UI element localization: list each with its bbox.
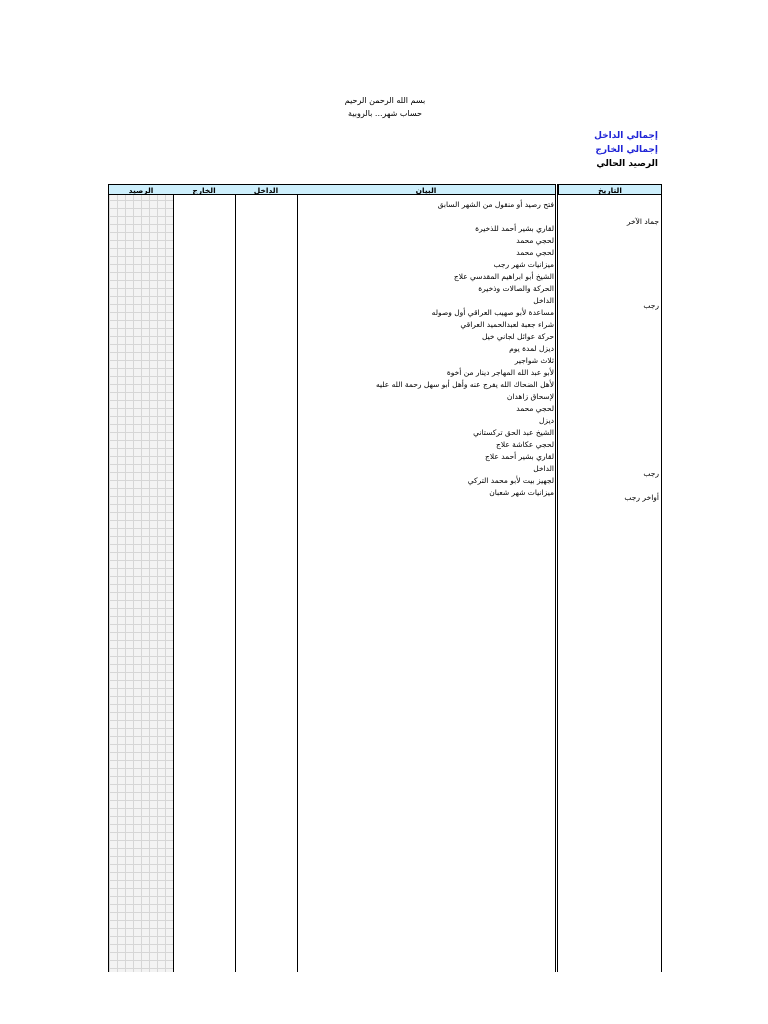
table-row — [109, 223, 661, 235]
row-date: جماد الآخر — [626, 217, 659, 226]
table-row — [109, 343, 661, 355]
table-row — [109, 475, 661, 487]
row-date: أواخر رجب — [624, 493, 659, 502]
total-in-label: إجمالي الداخل — [594, 131, 658, 141]
row-description: ميزانيات شهر رجب — [493, 260, 554, 269]
table-row — [109, 283, 661, 295]
table-row — [109, 211, 661, 226]
row-description: مساعدة لأبو صهيب العراقي أول وصوله — [431, 308, 554, 317]
row-description: لإسحاق زاهدان — [506, 392, 554, 401]
row-description: لأهل الضحاك الله يفرج عنه وأهل أبو سهل رحمة الله عليه — [376, 380, 554, 389]
table-row — [109, 379, 661, 391]
table-row — [109, 427, 661, 439]
row-description: ديزل لمدة يوم — [509, 344, 554, 353]
table-row — [109, 271, 661, 283]
row-description: الداخل — [533, 464, 554, 473]
row-description: الداخل — [533, 296, 554, 305]
total-out-label: إجمالي الخارج — [595, 145, 658, 155]
row-description: ديزل — [538, 416, 554, 425]
row-description: لقاري بشير أحمد علاج — [485, 452, 554, 461]
table-row — [109, 367, 661, 379]
row-description: لحجي محمد — [516, 248, 554, 257]
row-description: لحجي محمد — [516, 236, 554, 245]
table-row — [109, 439, 661, 451]
current-balance-label: الرصيد الحالي — [596, 159, 658, 169]
row-description: لحجي محمد — [516, 404, 554, 413]
table-row — [109, 307, 661, 319]
header-description: البيان — [297, 184, 555, 195]
table-row — [109, 391, 661, 403]
table-row — [109, 487, 661, 502]
table-row — [109, 247, 661, 259]
row-description: لقاري بشير أحمد للذخيرة — [475, 224, 554, 233]
header-out: الخارج — [173, 184, 235, 195]
row-description: لأبو عبد الله المهاجر دينار من أخوة — [446, 368, 554, 377]
account-subtitle: حساب شهر... بالروبية — [348, 109, 422, 118]
table-row — [109, 259, 661, 271]
header-date: التاريخ — [558, 184, 661, 195]
basmala-heading: بسم الله الرحمن الرحيم — [344, 96, 426, 105]
row-description: لجهيز بيت لأبو محمد التركي — [467, 476, 554, 485]
table-row — [109, 451, 661, 463]
row-date: رجب — [643, 469, 659, 478]
table-row — [109, 235, 661, 247]
row-description: شراء جعبة لعبدالحميد العراقي — [460, 320, 554, 329]
ledger-table — [108, 184, 662, 972]
table-row — [109, 319, 661, 331]
table-row — [109, 199, 661, 211]
row-date: رجب — [643, 301, 659, 310]
row-description: الحركة والصالات وذخيرة — [478, 284, 554, 293]
table-row — [109, 463, 661, 478]
table-row — [109, 295, 661, 310]
ledger-rows — [109, 199, 661, 502]
table-row — [109, 355, 661, 367]
row-description: الشيخ عبد الحق تركستاني — [473, 428, 554, 437]
row-description: حركة عوائل لجاني خيل — [481, 332, 554, 341]
header-in: الداخل — [235, 184, 297, 195]
row-description: ثلاث شواجير — [514, 356, 554, 365]
table-row — [109, 331, 661, 343]
table-row — [109, 403, 661, 415]
row-description: الشيخ أبو ابراهيم المقدسي علاج — [453, 272, 554, 281]
table-row — [109, 415, 661, 427]
header-balance: الرصيد — [109, 184, 173, 195]
row-description: فتح رصيد أو منقول من الشهر السابق — [437, 200, 554, 209]
row-description: لحجي عكاشة علاج — [496, 440, 554, 449]
row-description: ميزانيات شهر شعبان — [489, 488, 554, 497]
